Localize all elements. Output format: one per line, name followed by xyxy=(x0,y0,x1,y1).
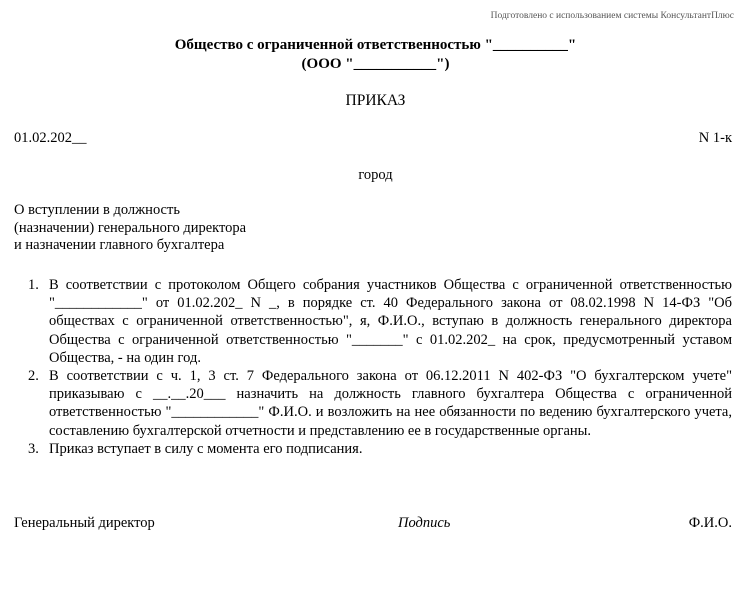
subject-line: (назначении) генерального директора xyxy=(14,219,247,236)
order-items-list xyxy=(14,276,732,458)
order-item-number: 1. xyxy=(28,277,39,293)
document-number: N 1-к xyxy=(698,130,732,146)
organization-full-name: Общество с ограниченной ответственностью "__________" xyxy=(174,37,577,53)
organization-short-name: (ООО "___________") xyxy=(301,56,450,72)
signature-label: Подпись xyxy=(398,515,451,531)
subject-line: О вступлении в должность xyxy=(14,202,180,218)
document-city: город xyxy=(358,167,393,183)
order-item xyxy=(14,276,732,367)
order-item-text: Приказ вступает в силу с момента его подписания. xyxy=(49,440,363,457)
order-item-number: 3. xyxy=(28,440,39,457)
order-item xyxy=(14,367,732,440)
order-item xyxy=(14,440,732,458)
prepared-note: Подготовлено с использованием системы КонсультантПлюс xyxy=(490,11,734,21)
order-item-number: 2. xyxy=(28,368,39,385)
order-item-text: В соответствии с протоколом Общего собрания участников Общества с ограниченной ответственностью "____________" от 01.02.202_ N _, в порядке ст. 40 Федерального закона от 08.02.1998 N 14-ФЗ "Об обществах с ограниченной ответственностью", я, Ф.И.О., вступаю в должность генерального директора Общества с ограниченной ответственностью "_______" с 01.02.202_ на срок, предусмотренный уставом Общества, - на один год. xyxy=(49,277,732,366)
signature-role: Генеральный директор xyxy=(14,515,155,531)
document-subject xyxy=(14,202,246,255)
document-date: 01.02.202__ xyxy=(14,130,87,146)
document-title: ПРИКАЗ xyxy=(345,92,406,109)
subject-line: и назначении главного бухгалтера xyxy=(14,237,225,254)
order-item-text: В соответствии с ч. 1, 3 ст. 7 Федерального закона от 06.12.2011 N 402-ФЗ "О бухгалтерском учете" приказываю с __.__.20___ назначить на должность главного бухгалтера Общества с ограниченной ответственностью "____________" Ф.И.О. и возложить на нее обязанности по ведению бухгалтерского учета, составлению бухгалтерской отчетности и представлению ее в государственные органы. xyxy=(49,368,732,439)
signature-name: Ф.И.О. xyxy=(688,515,732,531)
